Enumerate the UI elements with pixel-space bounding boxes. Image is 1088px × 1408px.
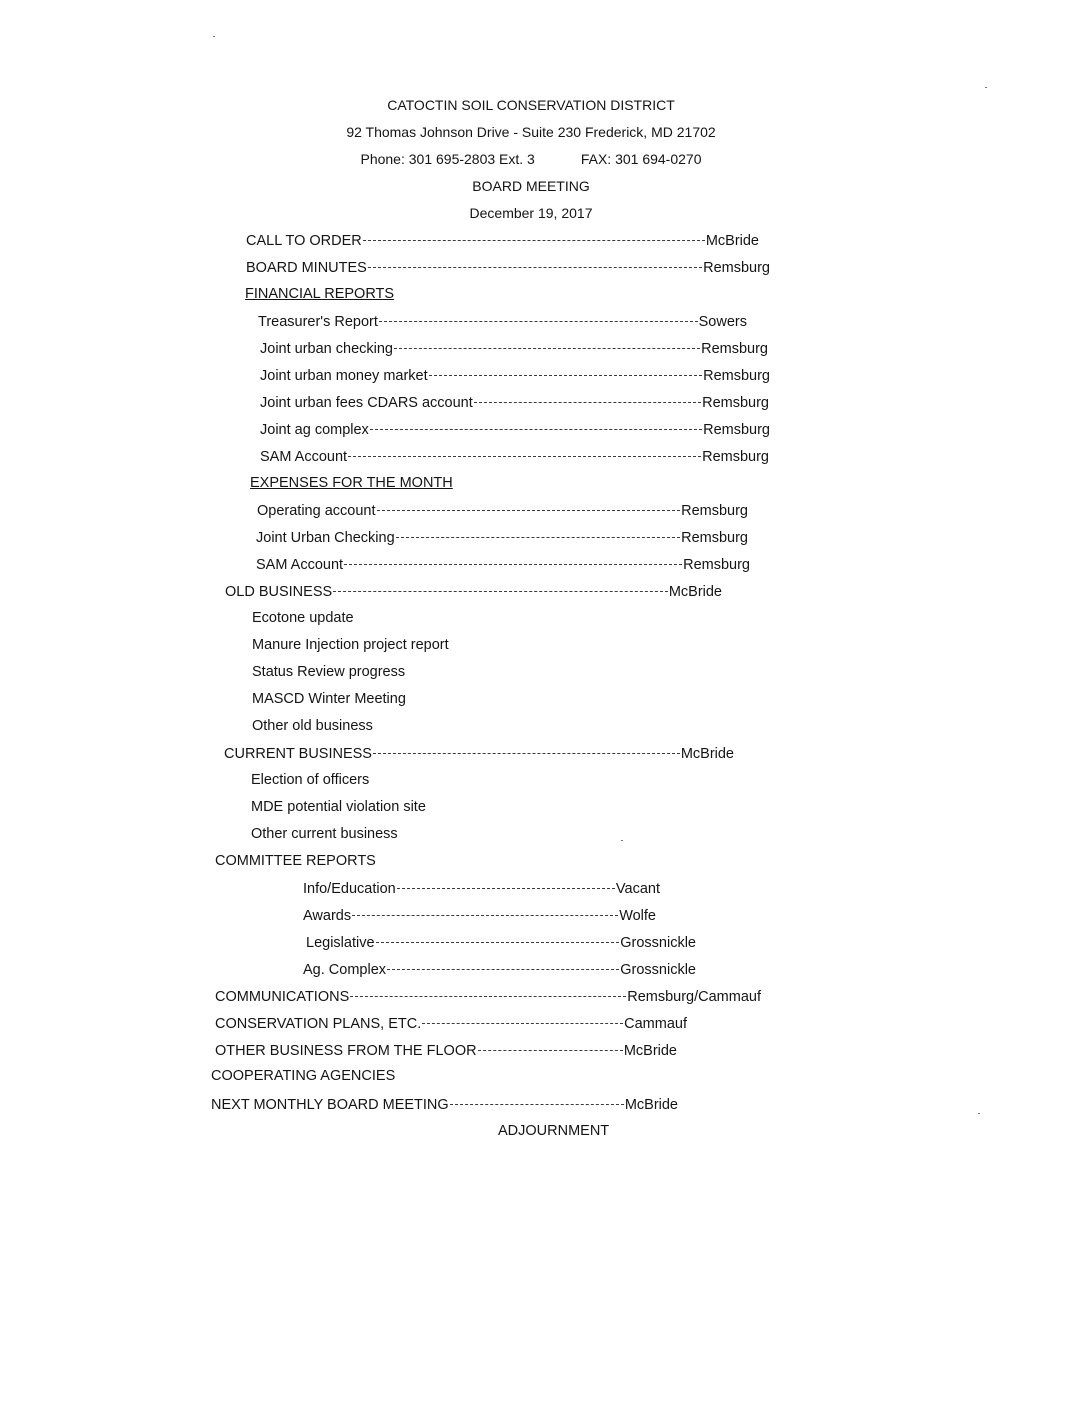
expenses-heading: EXPENSES FOR THE MONTH: [250, 475, 453, 491]
expense-item: SAM Account Remsburg: [256, 557, 750, 573]
agenda-item-other-business-floor: OTHER BUSINESS FROM THE FLOOR McBride: [215, 1043, 677, 1059]
old-business-item: Ecotone update: [252, 610, 354, 626]
phone-number: Phone: 301 695-2803 Ext. 3: [360, 151, 535, 167]
agenda-item-next-meeting: NEXT MONTHLY BOARD MEETING McBride: [211, 1097, 678, 1113]
current-business-item: MDE potential violation site: [251, 799, 426, 815]
fax-number: FAX: 301 694-0270: [580, 151, 702, 167]
expense-item: Joint Urban Checking Remsburg: [256, 530, 748, 546]
financial-reports-heading: FINANCIAL REPORTS: [245, 286, 395, 302]
financial-item: Treasurer's Report Sowers: [258, 314, 747, 330]
financial-item: Joint urban checking Remsburg: [260, 341, 768, 357]
current-business-item: Election of officers: [251, 772, 370, 788]
scan-speck: [978, 1113, 980, 1114]
old-business-item: MASCD Winter Meeting: [252, 691, 406, 707]
agenda-item-cooperating-agencies: COOPERATING AGENCIES: [211, 1068, 396, 1084]
scan-speck: [985, 87, 987, 88]
meeting-title: BOARD MEETING: [472, 178, 590, 194]
committee-reports-heading: COMMITTEE REPORTS: [215, 853, 376, 869]
adjournment: ADJOURNMENT: [498, 1123, 610, 1139]
committee-item: Ag. Complex Grossnickle: [303, 962, 696, 978]
agenda-item-communications: COMMUNICATIONS Remsburg/Cammauf: [215, 989, 761, 1005]
address-line: 92 Thomas Johnson Drive - Suite 230 Frederick, MD 21702: [346, 124, 716, 140]
old-business-item: Manure Injection project report: [252, 637, 449, 653]
agenda-item-call-to-order: CALL TO ORDER McBride: [246, 233, 759, 249]
committee-item: Info/Education Vacant: [303, 881, 660, 897]
agenda-item-conservation-plans: CONSERVATION PLANS, ETC. Cammauf: [215, 1016, 687, 1032]
agenda-item-current-business: CURRENT BUSINESS McBride: [224, 746, 734, 762]
current-business-item: Other current business: [251, 826, 398, 842]
organization-name: CATOCTIN SOIL CONSERVATION DISTRICT: [387, 97, 675, 113]
old-business-item: Status Review progress: [252, 664, 406, 680]
financial-item: Joint urban fees CDARS account Remsburg: [260, 395, 769, 411]
contact-line: [0, 150, 1062, 168]
committee-item: Legislative Grossnickle: [306, 935, 696, 951]
financial-item: Joint urban money market Remsburg: [260, 368, 770, 384]
old-business-item: Other old business: [252, 718, 373, 734]
expense-item: Operating account Remsburg: [257, 503, 748, 519]
financial-item: SAM Account Remsburg: [260, 449, 769, 465]
financial-item: Joint ag complex Remsburg: [260, 422, 770, 438]
committee-item: Awards Wolfe: [303, 908, 656, 924]
agenda-item-old-business: OLD BUSINESS McBride: [225, 584, 722, 600]
scan-speck: [213, 36, 215, 37]
agenda-item-board-minutes: BOARD MINUTES Remsburg: [246, 260, 770, 276]
meeting-date: December 19, 2017: [469, 205, 593, 221]
scan-speck: [621, 840, 623, 841]
